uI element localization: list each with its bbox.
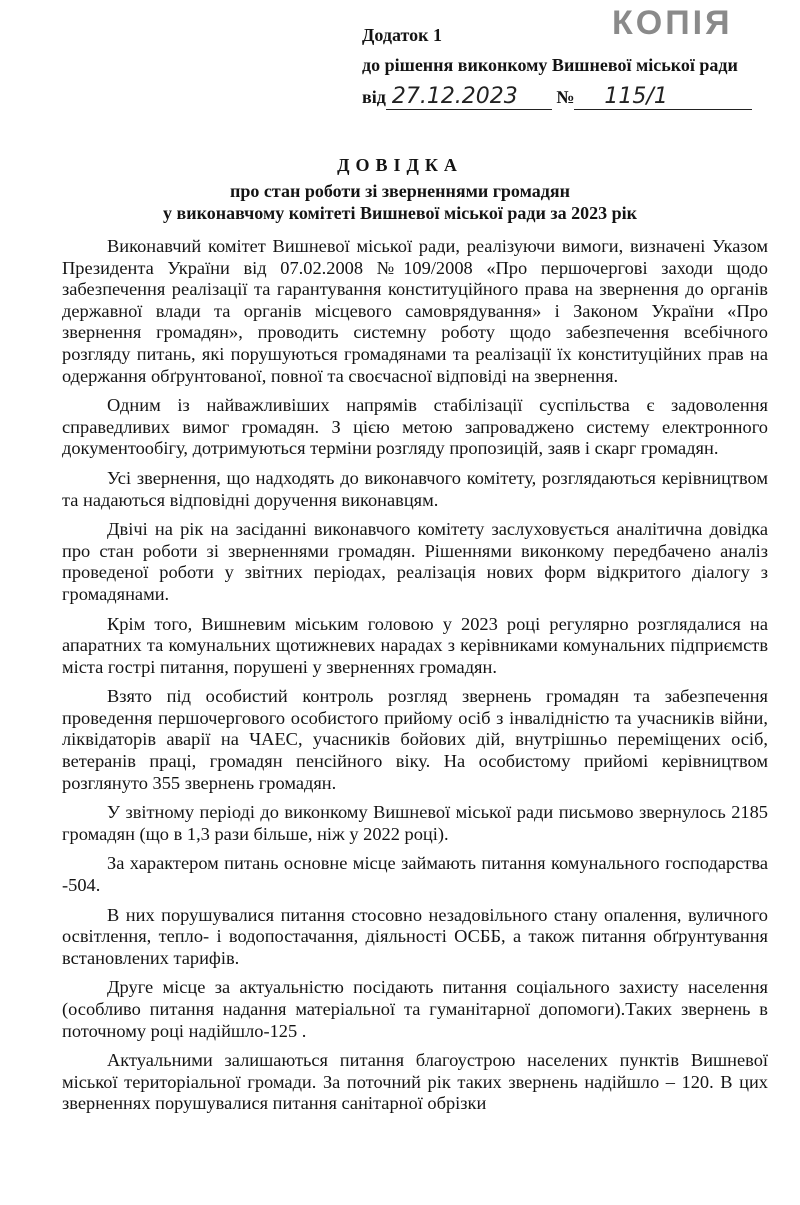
- document-header: [362, 20, 738, 80]
- decision-date-number-line: [362, 86, 752, 110]
- copy-stamp: КОПІЯ: [612, 4, 733, 42]
- title-main: ДОВІДКА: [337, 155, 463, 175]
- date-prefix: від: [362, 87, 386, 107]
- document-body: [62, 236, 768, 1123]
- title-subtitle-1: про стан роботи зі зверненнями громадян: [230, 181, 570, 201]
- body-paragraph: Виконавчий комітет Вишневої міської ради, реалізуючи вимоги, визначені Указом Президента України від 07.02.2008 №109/2008 «Про першочергові заходи щодо забезпечення реалізації та гарантування конституційного права на звернення до органів державної влади та органів місцевого самоврядування» і Законом України «Про звернення громадян», проводить системну роботу щодо забезпечення всебічного розгляду питань, які порушуються громадянами та реалізації їх конституційних прав на одержання обґрунтованої, повної та своєчасної відповіді на звернення.: [62, 236, 768, 386]
- title-subtitle-2: у виконавчому комітеті Вишневої міської ради за 2023 рік: [163, 203, 637, 223]
- number-prefix: №: [556, 87, 575, 107]
- body-paragraph: Одним із найважливіших напрямів стабілізації суспільства є задоволення справедливих вимог громадян. З цією метою запроваджено систему електронного документообігу, дотримуються терміни розгляду пропозицій, заяв і скарг громадян.: [62, 395, 768, 459]
- body-paragraph: Двічі на рік на засіданні виконавчого комітету заслуховується аналітична довідка про стан роботи зі зверненнями громадян. Рішеннями виконкому передбачено аналіз проведеної роботи у звітних періодах, реалізація нових форм відкритого діалогу з громадянами.: [62, 519, 768, 604]
- body-paragraph: Крім того, Вишневим міським головою у 2023 році регулярно розглядалися на апаратних та комунальних щотижневих нарадах з керівниками комунальних підприємств міста гострі питання, порушені у зверненнях громадян.: [62, 613, 768, 677]
- body-paragraph: Взято під особистий контроль розгляд звернень громадян та забезпечення проведення першочергового особистого прийому осіб з інвалідністю та учасників війни, ліквідаторів аварії на ЧАЕС, учасників бойових дій, внутрішньо переміщених осіб, ветеранів праці, громадян пенсійного віку. На особистому прийомі керівництвом розглянуто 355 звернень громадян.: [62, 686, 768, 793]
- body-paragraph: У звітному періоді до виконкому Вишневої міської ради письмово звернулось 2185 громадян (що в 1,3 рази більше, ніж у 2022 році).: [62, 802, 768, 844]
- decision-number: 115/1: [574, 86, 752, 110]
- body-paragraph: Друге місце за актуальністю посідають питання соціального захисту населення (особливо питання надання матеріальної та гуманітарної допомоги).Таких звернень в поточному році надійшло-125 .: [62, 977, 768, 1041]
- body-paragraph: В них порушувалися питання стосовно незадовільного стану опалення, вуличного освітлення, тепло- і водопостачання, діяльності ОСББ, а також питання обґрунтування встановлених тарифів.: [62, 904, 768, 968]
- body-paragraph: Актуальними залишаються питання благоустрою населених пунктів Вишневої міської територіальної громади. За поточний рік таких звернень надійшло – 120. В цих зверненнях порушувалися питання санітарної обрізки: [62, 1050, 768, 1114]
- appendix-label: Додаток 1: [362, 25, 442, 45]
- body-paragraph: За характером питань основне місце займають питання комунального господарства -504.: [62, 853, 768, 896]
- decision-date: 27.12.2023: [386, 86, 552, 110]
- appendix-decision-ref: до рішення виконкому Вишневої міської ради: [362, 55, 738, 75]
- document-title: [0, 154, 800, 224]
- body-paragraph: Усі звернення, що надходять до виконавчого комітету, розглядаються керівництвом та надаються відповідні доручення виконавцям.: [62, 467, 768, 510]
